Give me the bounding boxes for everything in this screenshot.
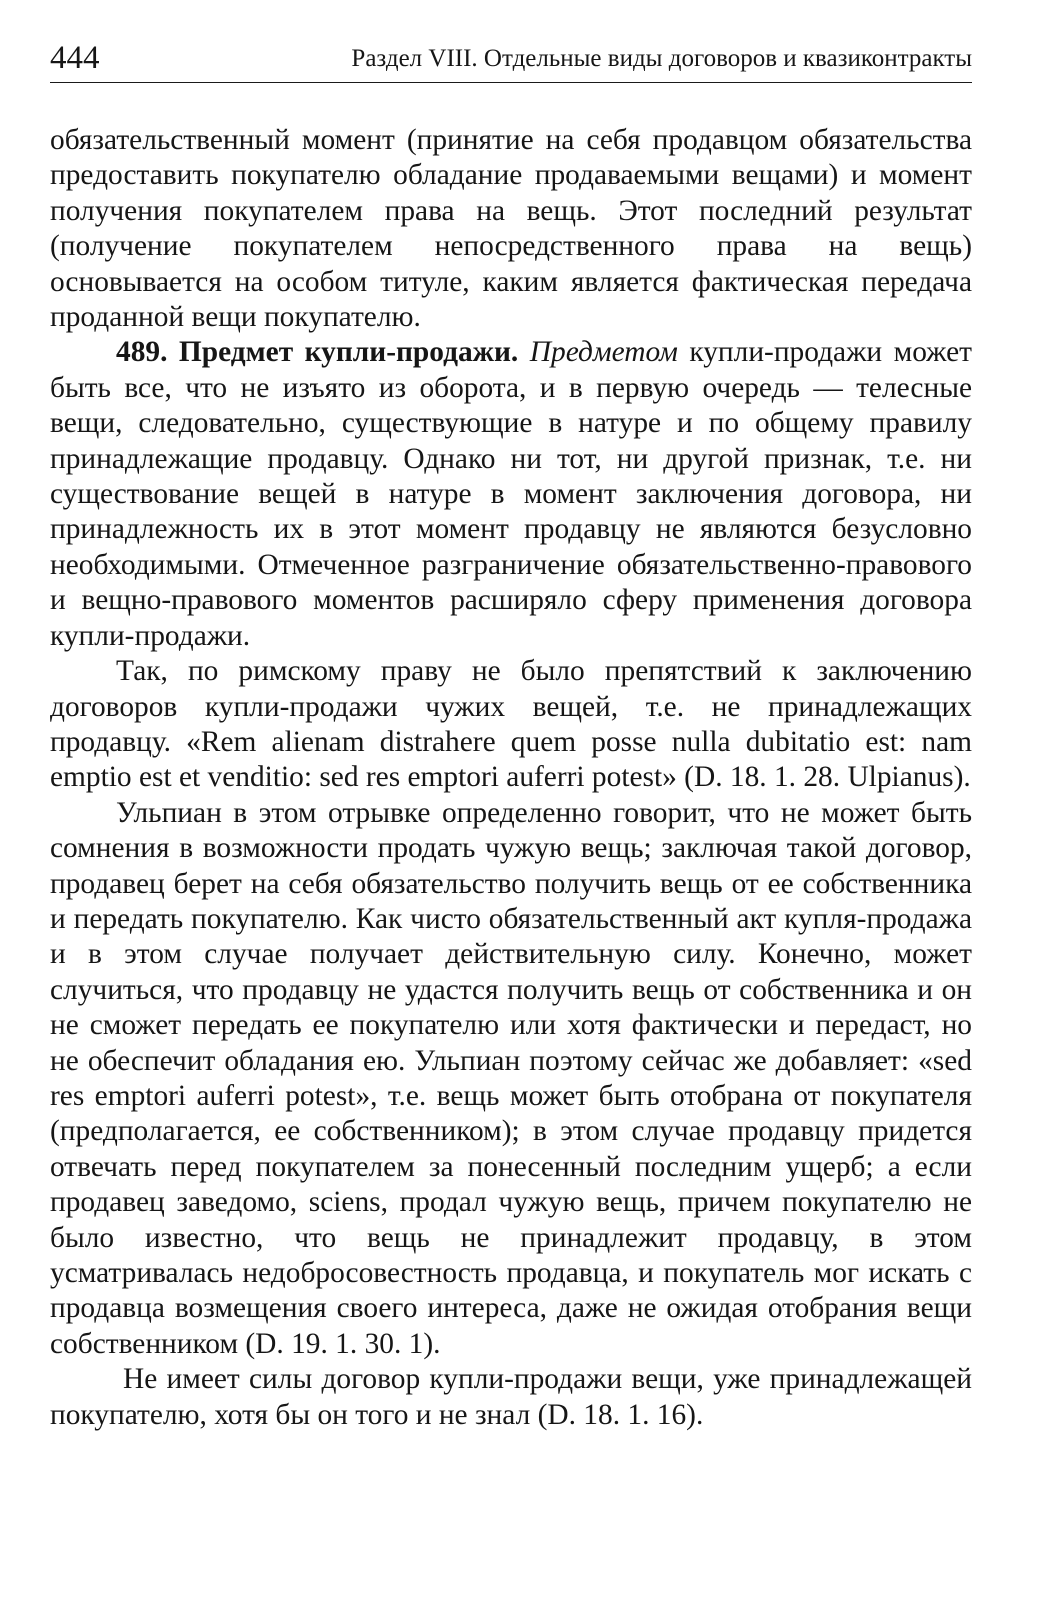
book-page — [50, 30, 972, 1433]
page-header — [50, 30, 972, 83]
paragraph-ulpian: Ульпиан в этом отрывке определенно говорит, что не может быть сомнения в возможности продать чужую вещь; заключая такой договор, продавец берет на себя обязательство получить вещь от ее собственника и передать покупателю. Как чисто обязательственный акт купля-продажа и в этом случае получает действительную силу. Конечно, может случиться, что продавцу не удастся получить вещь от собственника и он не сможет передать ее покупателю или хотя фактически и передаст, но не обеспечит обладания ею. Ульпиан поэтому сейчас же добавляет: «sed res emptori auferri potest», т.е. вещь может быть отобрана от покупателя (предполагается, ее собственником); в этом случае продавцу придется отвечать перед покупателем за понесенный последним ущерб; а если продавец заведомо, sciens, продал чужую вещь, причем покупателю не было известно, что вещь не принадлежит продавцу, в этом усматривалась недобросовестность продавца, и покупатель мог искать с продавца возмещения своего интереса, даже не ожидая отобрания вещи собственником (D. 19. 1. 30. 1). — [50, 796, 972, 1360]
page-number: 444 — [50, 40, 100, 76]
paragraph-roman-law: Так, по римскому праву не было препятствий к заключению договоров купли-продажи чужих вещей, т.е. не принадлежащих продавцу. «Rem alienam distrahere quem posse nulla dubitatio est: nam emptio est et venditio: sed res emptori auferri potest» (D. 18. 1. 28. Ulpianus). — [50, 655, 972, 794]
paragraph-continuation: обязательственный момент (принятие на себя продавцом обязательства предоставить покупателю обладание продаваемыми вещами) и момент получения покупателем права на вещь. Этот последний результат (получение покупателем непосредственного права на вещь) основывается на особом титуле, каким является фактическая передача проданной вещи покупателю. — [50, 124, 972, 334]
running-head: Раздел VIII. Отдельные виды договоров и квазиконтракты — [351, 45, 972, 72]
section-title: 489. Предмет купли-продажи. — [116, 336, 519, 369]
paragraph-section-489 — [50, 335, 972, 654]
body-text — [50, 123, 972, 1433]
paragraph-invalid-contract: Не имеет силы договор купли-продажи вещи, уже принадлежащей покупателю, хотя бы он того и не знал (D. 18. 1. 16). — [50, 1363, 972, 1431]
section-text: купли-продажи может быть все, что не изъято из оборота, и в первую очередь — телесные вещи, следовательно, существующие в натуре и по общему правилу принадлежащие продавцу. Однако ни тот, ни другой признак, т.е. ни существование вещей в натуре в момент заключения договора, ни принадлежность их в этот момент продавцу не являются безусловно необходимыми. Отмеченное разграничение обязательственно-правового и вещно-правового моментов расширяло сферу применения договора купли-продажи. — [50, 336, 972, 652]
italic-term: Предметом — [529, 336, 678, 369]
